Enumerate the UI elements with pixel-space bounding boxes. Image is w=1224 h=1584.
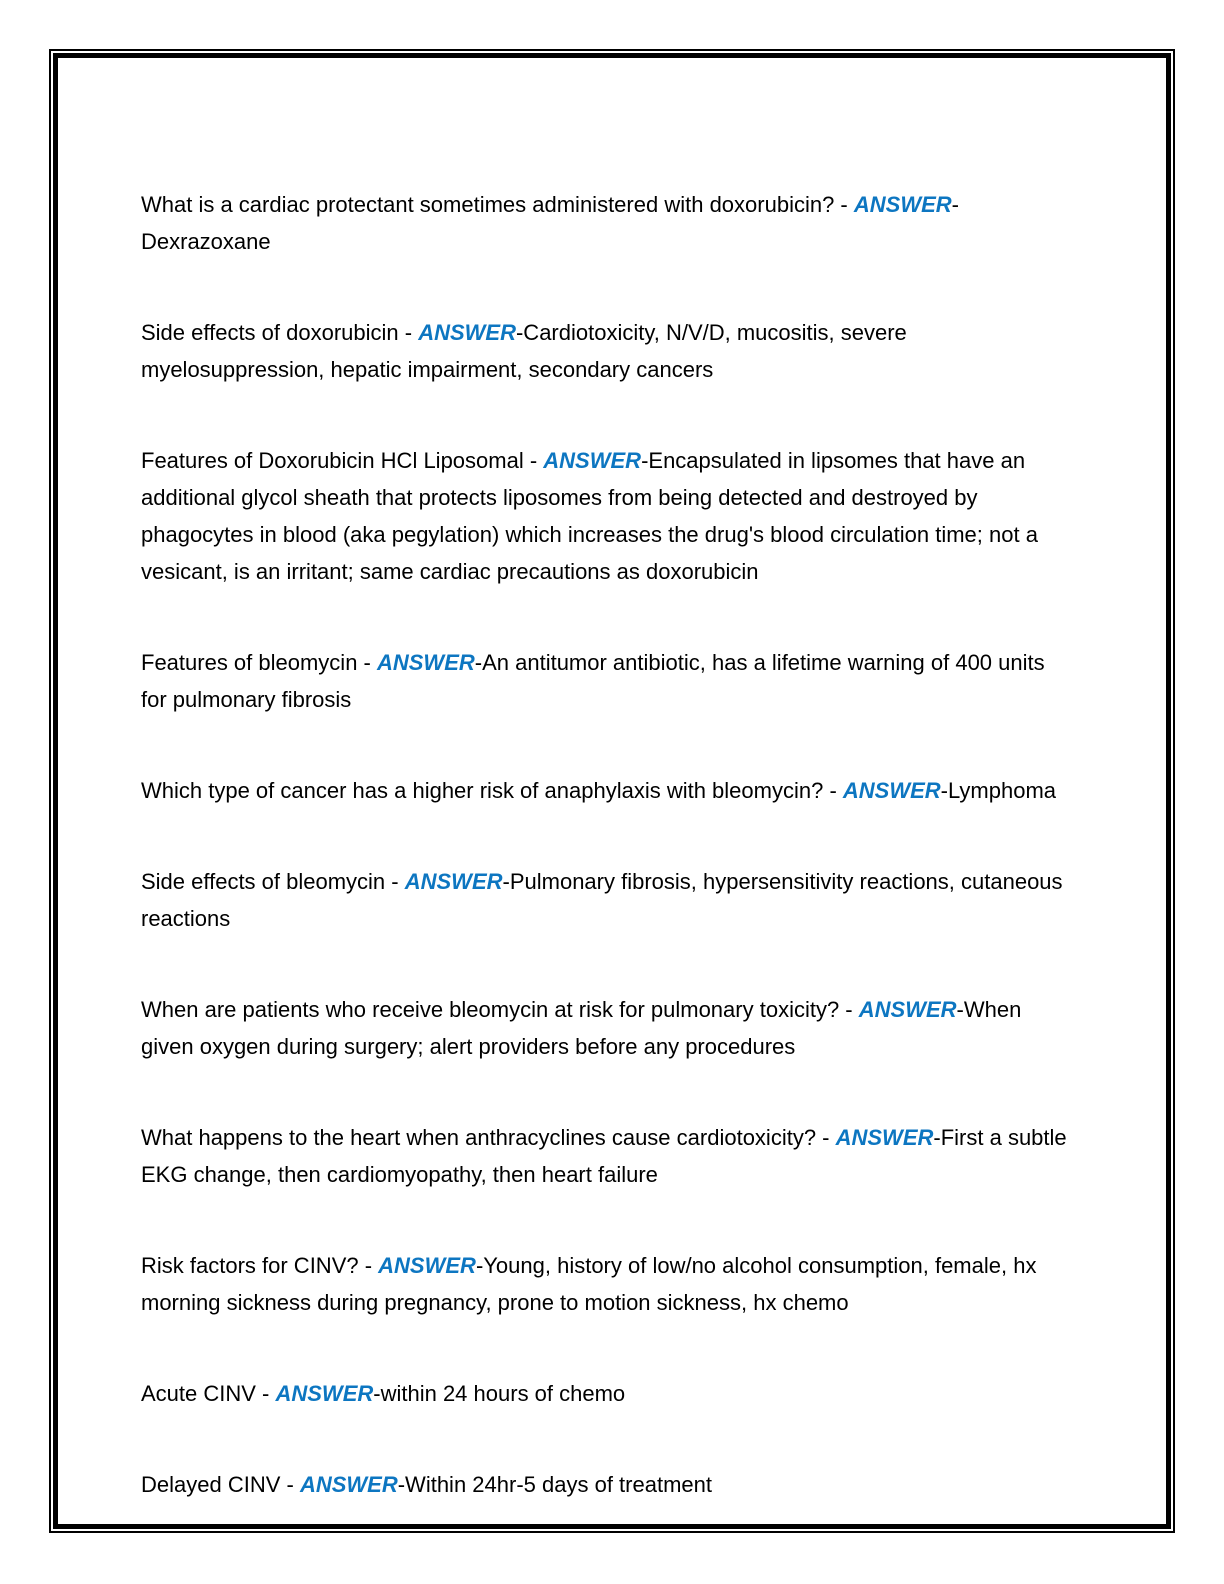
flashcard-entry xyxy=(141,186,1073,260)
answer-label: ANSWER xyxy=(299,1472,398,1497)
flashcard-entry xyxy=(141,1119,1073,1193)
flashcard-entry xyxy=(141,442,1073,590)
answer-text: -Dexrazoxane xyxy=(141,192,959,254)
page-border xyxy=(49,49,1175,1533)
question-text: Features of bleomycin - xyxy=(141,650,377,675)
question-text: Side effects of doxorubicin - xyxy=(141,320,419,345)
question-text: Risk factors for CINV? - xyxy=(141,1253,379,1278)
question-text: What happens to the heart when anthracyclines cause cardiotoxicity? - xyxy=(141,1125,836,1150)
answer-label: ANSWER xyxy=(376,650,475,675)
answer-text: -First a subtle EKG change, then cardiomyopathy, then heart failure xyxy=(141,1125,1067,1187)
answer-text: -Young, history of low/no alcohol consumption, female, hx morning sickness during pregnancy, prone to motion sickness, hx chemo xyxy=(141,1253,1037,1315)
answer-label: ANSWER xyxy=(275,1381,374,1406)
question-text: Which type of cancer has a higher risk of anaphylaxis with bleomycin? - xyxy=(141,778,843,803)
answer-text: -When given oxygen during surgery; alert providers before any procedures xyxy=(141,997,1022,1059)
answer-label: ANSWER xyxy=(404,869,503,894)
answer-text: -Pulmonary fibrosis, hypersensitivity reactions, cutaneous reactions xyxy=(141,869,1063,931)
flashcard-entry xyxy=(141,314,1073,388)
flashcard-entry xyxy=(141,772,1073,809)
question-text: Acute CINV - xyxy=(141,1381,276,1406)
flashcard-entry xyxy=(141,1375,1073,1412)
answer-text: -within 24 hours of chemo xyxy=(373,1381,626,1406)
flashcard-entry xyxy=(141,1247,1073,1321)
question-text: Features of Doxorubicin HCl Liposomal - xyxy=(141,448,544,473)
flashcard-entry xyxy=(141,863,1073,937)
answer-label: ANSWER xyxy=(378,1253,476,1278)
answer-label: ANSWER xyxy=(418,320,516,345)
answer-text: -Encapsulated in lipsomes that have an additional glycol sheath that protects liposomes from being detected and destroyed by phagocytes in blood (aka pegylation) which increases the drug's blood circulation time; not a vesicant, is an irritant; same cardiac precautions as doxorubicin xyxy=(141,448,1038,584)
answer-label: ANSWER xyxy=(543,448,642,473)
answer-label: ANSWER xyxy=(842,778,941,803)
answer-text: -Cardiotoxicity, N/V/D, mucositis, severe myelosuppression, hepatic impairment, secondary cancers xyxy=(141,320,907,382)
question-text: When are patients who receive bleomycin at risk for pulmonary toxicity? - xyxy=(141,997,859,1022)
question-text: Delayed CINV - xyxy=(141,1472,300,1497)
flashcard-entry xyxy=(141,991,1073,1065)
flashcard-entry xyxy=(141,1466,1073,1503)
answer-text: -An antitumor antibiotic, has a lifetime warning of 400 units for pulmonary fibrosis xyxy=(141,650,1045,712)
answer-label: ANSWER xyxy=(835,1125,934,1150)
flashcard-entry xyxy=(141,644,1073,718)
answer-label: ANSWER xyxy=(853,192,952,217)
answer-label: ANSWER xyxy=(858,997,957,1022)
answer-text: -Lymphoma xyxy=(940,778,1057,803)
document-body xyxy=(58,58,1166,1503)
question-text: What is a cardiac protectant sometimes administered with doxorubicin? - xyxy=(141,192,854,217)
page-border-inner xyxy=(53,53,1171,1529)
question-text: Side effects of bleomycin - xyxy=(141,869,405,894)
answer-text: -Within 24hr-5 days of treatment xyxy=(397,1472,712,1497)
